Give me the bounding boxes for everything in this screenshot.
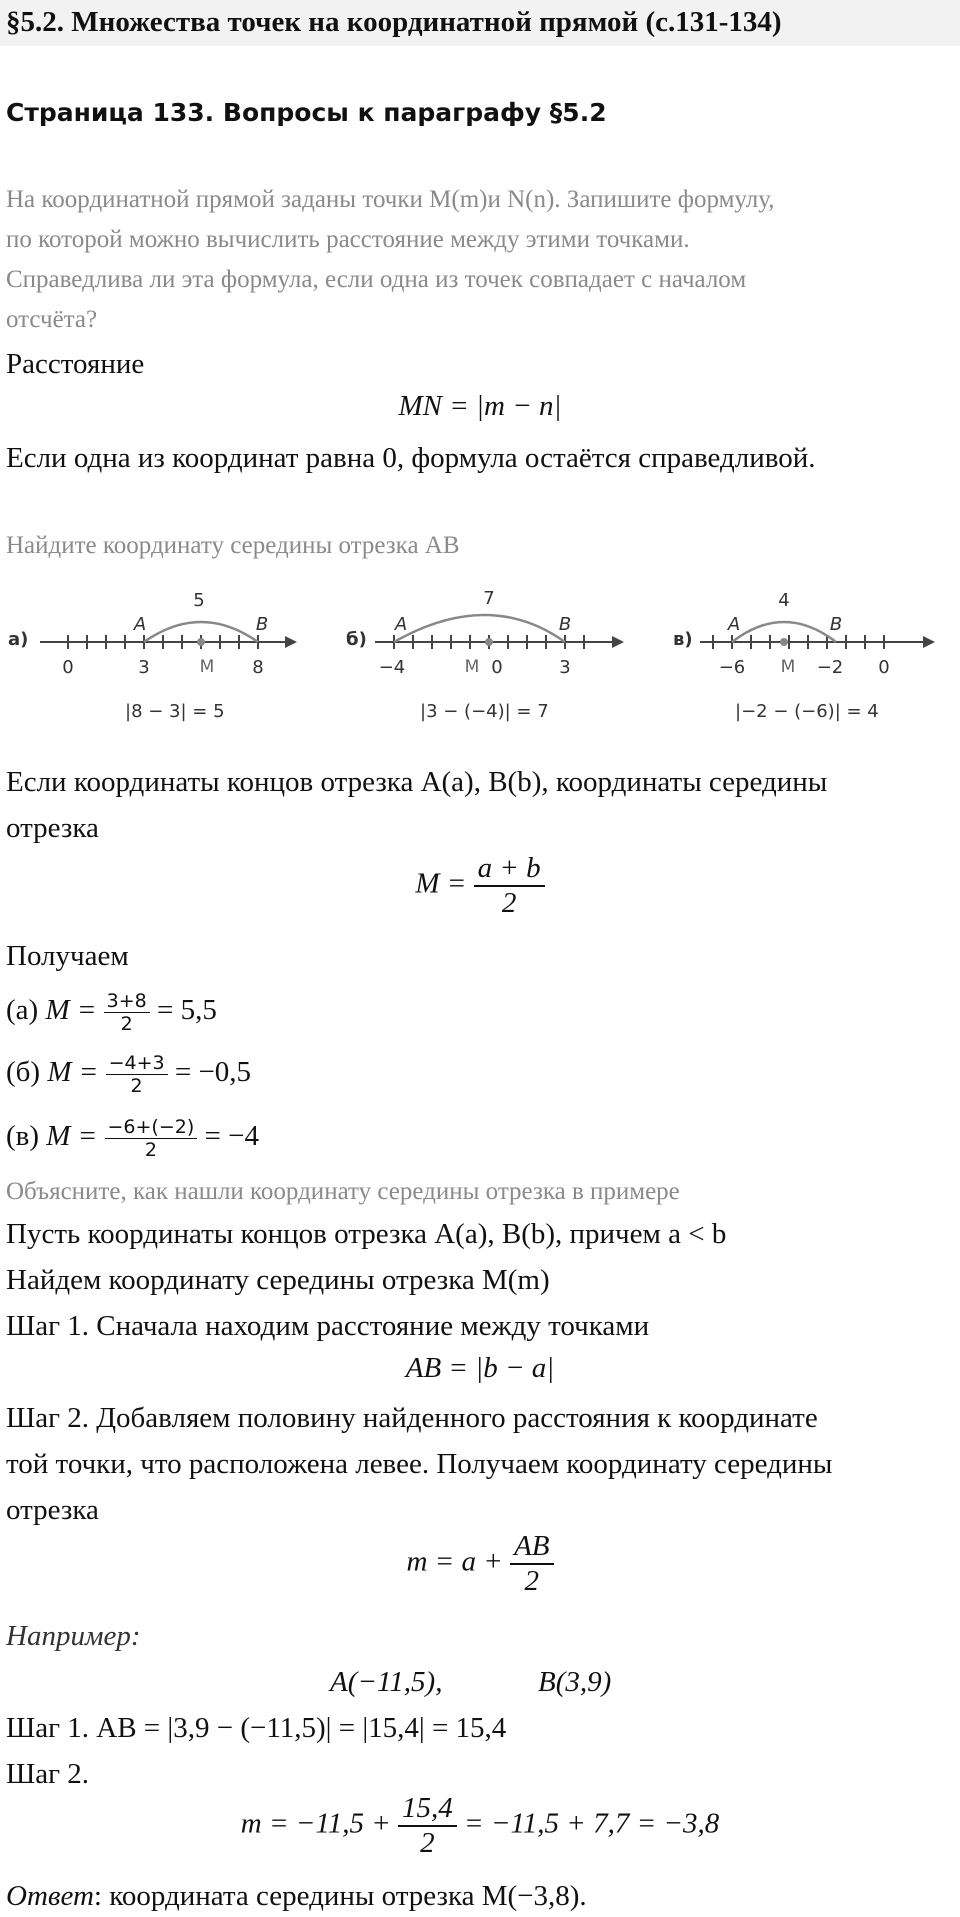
- q3-line-1: Пусть координаты концов отрезка A(a), B(b), причем a < b: [6, 1218, 727, 1250]
- question-1-line: На координатной прямой заданы точки M(m)и N(n). Запишите формулу,: [6, 186, 775, 213]
- tick-label: 3: [138, 657, 150, 678]
- panel-label: а): [8, 629, 29, 650]
- panel-a: [8, 590, 297, 722]
- point-label: M: [199, 657, 215, 677]
- panel-caption: |8 − 3| = 5: [125, 701, 225, 722]
- q3-line-2: Найдем координату середины отрезка M(m): [6, 1264, 550, 1296]
- result-label: (б): [6, 1056, 41, 1088]
- answer-conclusion: Если одна из координат равна 0, формула остаётся справедливой.: [6, 442, 816, 474]
- tick-label: 8: [252, 657, 264, 678]
- tick-label: 3: [559, 657, 571, 678]
- answer-text: : координата середины отрезка M(−3,8).: [93, 1880, 587, 1912]
- fraction-numerator: 3+8: [104, 990, 150, 1013]
- example-result-formula: [0, 1792, 960, 1860]
- number-line-figure: [0, 580, 960, 740]
- formula-lhs: M =: [415, 867, 467, 900]
- panel-b: [346, 588, 624, 722]
- result-var: M =: [45, 994, 97, 1026]
- tick-label: −6: [718, 657, 746, 678]
- panel-caption: |3 − (−4)| = 7: [420, 701, 549, 722]
- result-b: [6, 1046, 251, 1098]
- final-answer: [6, 1876, 587, 1916]
- point-label: B: [255, 614, 269, 635]
- result-a: [6, 984, 217, 1036]
- tick-label: −2: [816, 657, 844, 678]
- section-title: §5.2. Множества точек на координатной прямой (с.131-134): [6, 6, 782, 38]
- fraction-denominator: 2: [501, 887, 517, 919]
- question-1-line: Справедлива ли эта формула, если одна из точек совпадает с началом: [6, 266, 747, 293]
- formula-rhs: = −11,5 + 7,7 = −3,8: [464, 1807, 720, 1840]
- midpoint-text-cont: отрезка: [6, 812, 99, 844]
- ab-formula: AB = |b − a|: [405, 1352, 555, 1384]
- panel-caption: |−2 − (−6)| = 4: [735, 701, 879, 722]
- fraction-numerator: 15,4: [398, 1792, 457, 1827]
- example-point-a: A(−11,5),: [330, 1666, 443, 1698]
- distance-formula: MN = |m − n|: [398, 390, 562, 422]
- fraction-denominator: 2: [130, 1074, 143, 1097]
- tick-label: 0: [491, 657, 503, 678]
- result-var: M =: [47, 1056, 99, 1088]
- point-label: A: [133, 614, 147, 635]
- midpoint-text: Если координаты концов отрезка A(a), B(b), координаты середины: [6, 766, 828, 798]
- section-header: [0, 0, 960, 46]
- fraction-denominator: 2: [420, 1827, 435, 1859]
- point-label: B: [558, 614, 572, 635]
- tick-label: −4: [378, 657, 406, 678]
- step-1: Шаг 1. Сначала находим расстояние между точками: [6, 1310, 650, 1342]
- result-fraction: [106, 1052, 168, 1097]
- result-label: (в): [6, 1120, 40, 1152]
- panel-label: в): [673, 629, 693, 650]
- segment-length: 4: [778, 590, 790, 611]
- result-fraction: [105, 1116, 198, 1161]
- formula-fraction: [474, 852, 545, 920]
- example-step-1: Шаг 1. AB = |3,9 − (−11,5)| = |15,4| = 15,4: [6, 1712, 507, 1744]
- question-1: [6, 180, 775, 340]
- step-2-cont: отрезка: [6, 1494, 99, 1526]
- example-point-b: B(3,9): [538, 1666, 612, 1698]
- step-2: Шаг 2. Добавляем половину найденного расстояния к координате: [6, 1402, 818, 1434]
- tick-label: 0: [62, 657, 74, 678]
- formula-lhs: m = a +: [406, 1545, 503, 1578]
- question-3: Объясните, как нашли координату середины отрезка в примере: [6, 1178, 680, 1205]
- panel-label: б): [346, 629, 367, 650]
- formula-fraction: [510, 1530, 553, 1598]
- point-label: A: [394, 614, 408, 635]
- fraction-denominator: 2: [144, 1138, 157, 1161]
- page-subtitle: Страница 133. Вопросы к параграфу §5.2: [6, 98, 607, 127]
- fraction-numerator: AB: [510, 1530, 553, 1565]
- point-label: M: [780, 657, 796, 677]
- question-2: Найдите координату середины отрезка AB: [6, 532, 460, 559]
- midpoint-m-formula: [0, 1530, 960, 1598]
- fraction-denominator: 2: [524, 1565, 540, 1597]
- result-value: = −0,5: [174, 1056, 252, 1088]
- example-label: Например:: [6, 1620, 141, 1652]
- get-label: Получаем: [6, 940, 129, 972]
- answer-label: Ответ: [6, 1880, 94, 1912]
- segment-length: 7: [483, 588, 495, 609]
- result-value: = 5,5: [157, 994, 217, 1026]
- point-label: B: [829, 614, 843, 635]
- midpoint-formula: [0, 852, 960, 920]
- result-fraction: [104, 990, 150, 1035]
- formula-lhs: m = −11,5 +: [240, 1807, 391, 1840]
- fraction-numerator: −6+(−2): [105, 1116, 198, 1139]
- example-step-2: Шаг 2.: [6, 1758, 90, 1790]
- question-1-line: отсчёта?: [6, 306, 98, 333]
- result-label: (а): [6, 994, 39, 1026]
- segment-length: 5: [193, 590, 205, 611]
- point-label: A: [727, 614, 741, 635]
- point-label: M: [464, 657, 480, 677]
- fraction-denominator: 2: [120, 1012, 133, 1035]
- result-var: M =: [46, 1120, 98, 1152]
- result-c: [6, 1110, 259, 1162]
- result-value: = −4: [204, 1120, 259, 1152]
- question-1-line: по которой можно вычислить расстояние между этими точками.: [6, 226, 690, 253]
- fraction-numerator: −4+3: [106, 1052, 168, 1075]
- panel-c: [673, 590, 935, 722]
- step-2-cont: той точки, что расположена левее. Получаем координату середины: [6, 1448, 833, 1480]
- fraction-numerator: a + b: [474, 852, 545, 887]
- answer-intro: Расстояние: [6, 348, 145, 380]
- tick-label: 0: [878, 657, 890, 678]
- formula-fraction: [398, 1792, 457, 1860]
